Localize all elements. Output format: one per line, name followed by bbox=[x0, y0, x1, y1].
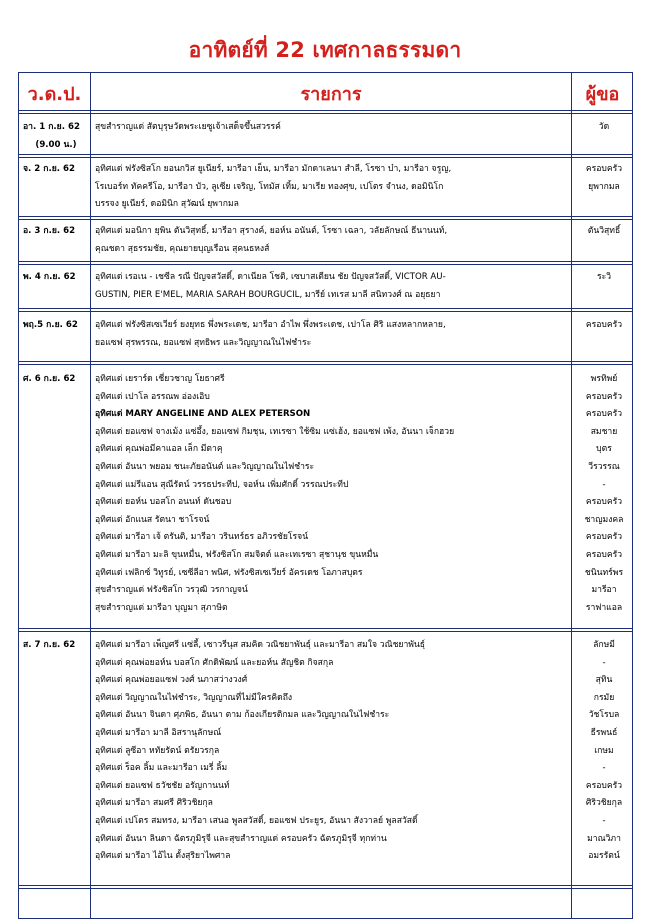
header-items: รายการ bbox=[300, 84, 362, 105]
items-cell bbox=[95, 223, 569, 258]
list-item: ยอแซฟ สุรพรรณ, ยอแซฟ สุทธิพร และวิญญาณในไฟชำระ bbox=[95, 337, 312, 348]
requester-name: - bbox=[602, 657, 606, 668]
list-item: อุทิศแด่ มารีอา มะลิ ขุนหมื่น, ฟรังซิสโก สมจิตต์ และเทเรซา สุชานุช ขุนหมื่น bbox=[95, 549, 379, 560]
date-text: อา. 1 ก.ย. 62 bbox=[23, 122, 80, 132]
list-item: สุขสำราญแด่ สัตบุรุษวัดพระเยซูเจ้าเสด็จขึ้นสวรรค์ bbox=[95, 122, 281, 132]
requester-name: บุตร bbox=[596, 444, 612, 455]
requester-cell bbox=[575, 161, 633, 196]
requester-name: ระวิ bbox=[596, 272, 612, 282]
requester-name: ลักษมี bbox=[593, 640, 615, 650]
row-divider bbox=[19, 308, 632, 309]
list-item: อุทิศแด่ ฟรังซิสโก ยอนกวิส ยูเนียร์, มารีอา เย็น, มารีอา มักดาเลนา สำลี, โรซา บ๋า, มารีอา จรูญ, bbox=[95, 164, 452, 174]
list-item: อุทิศแด่ อันนา จินดา ศุภพิธ, อันนา ตาม ก้องเกียรติกมล และวิญญาณในไฟชำระ bbox=[95, 710, 390, 721]
list-item: อุทิศแด่ คุณพ่อยอแซฟ วงศ์ นภาสว่างวงศ์ bbox=[95, 675, 248, 686]
items-cell bbox=[95, 269, 569, 304]
date-time: (9.00 น.) bbox=[35, 139, 77, 150]
requester-name: ครอบครัว bbox=[585, 391, 623, 402]
items-cell bbox=[95, 637, 569, 866]
requester-name: ครอบครัว bbox=[585, 549, 623, 560]
list-item: อุทิศแด่ แม่รีแอน สุณีรัตน์ วรรธประทีป, จอห์น เพิ่มศักดิ์ วรรณประทีป bbox=[95, 479, 349, 490]
list-item: อุทิศแด่ อักแนส รัตนา ชาโรจน์ bbox=[95, 514, 210, 525]
row-divider bbox=[19, 311, 632, 312]
date-cell: พฤ.5 ก.ย. 62 bbox=[23, 320, 78, 330]
list-item: อุทิศแด่ มารีอา ไอ้ไน ตั้งสุริยาไพศาล bbox=[95, 851, 231, 862]
items-cell bbox=[95, 371, 569, 617]
column-divider bbox=[90, 73, 91, 918]
items-cell bbox=[95, 317, 569, 352]
header-date: ว.ด.ป. bbox=[27, 84, 82, 105]
list-item: อุทิศแด่ อันนา พยอม ชนะภัยอนันต์ และวิญญาณในไฟชำระ bbox=[95, 461, 315, 472]
requester-cell bbox=[575, 119, 633, 137]
requester-name: เกษม bbox=[594, 745, 614, 756]
requester-name: วัด bbox=[598, 122, 610, 132]
requester-name: อมรรัตน์ bbox=[588, 851, 620, 862]
requester-name: ครอบครัว bbox=[585, 409, 623, 420]
row-divider bbox=[19, 157, 632, 158]
requester-name: มารีอา bbox=[591, 585, 617, 596]
row-divider bbox=[19, 631, 632, 632]
row-divider bbox=[19, 264, 632, 265]
list-item: อุทิศแด่ คุณพ่อยอห์น บอสโก ศักดิพัฒน์ และยอห์น สัญชิต กิจสกุล bbox=[95, 657, 334, 668]
list-item: อุทิศแด่ ยอแซฟ ธวัชชัย อรัญกานนท์ bbox=[95, 780, 230, 791]
row-divider bbox=[19, 628, 632, 629]
list-item: อุทิศแด่ ร็อค ลิ้ม และมารีอา เมรี่ ลิ้ม bbox=[95, 763, 228, 774]
requester-name: วัชโรบล bbox=[588, 710, 620, 721]
list-item: อุทิศแด่ วิญญาณในไฟชำระ, วิญญาณที่ไม่มีใครคิดถึง bbox=[95, 692, 293, 703]
items-cell bbox=[95, 119, 569, 137]
requester-name: ชนินทร์พร bbox=[584, 567, 624, 578]
list-item: อุทิศแด่ ลูซีอา หทัยรัตน์ ตรัยวรกุล bbox=[95, 745, 220, 756]
header-requester: ผู้ขอ bbox=[585, 84, 620, 105]
list-item: อุทิศแด่ เฟลิกซ์ วิทูรย์, เซซีลีอา พนิศ, ฟรังซิสเซเวียร์ อัครเดช โอภาสบุตร bbox=[95, 567, 363, 578]
requester-name: - bbox=[602, 815, 606, 826]
list-item: GUSTIN, PIER E'MEL, MARIA SARAH BOURGUCIL, มารีย์ เทเรส มาลี สนิทวงศ์ ณ อยุธยา bbox=[95, 289, 441, 300]
requester-cell bbox=[575, 637, 633, 866]
requester-name: ศิริวชิยกุล bbox=[585, 798, 623, 809]
requester-name: ครอบครัว bbox=[585, 320, 623, 330]
list-item: อุทิศแด่ คุณพ่อมีคาแอล เล็ก มีตาคุ bbox=[95, 444, 223, 455]
row-divider bbox=[19, 888, 632, 889]
list-item: อุทิศแด่ เรอเน - เชซีล รณี ปัญจสวัสดิ์, ดาเนียล โชติ, เซบาสเตียน ชัย ปัญจสวัสดิ์, VICTOR AU- bbox=[95, 272, 446, 282]
mass-intentions-table bbox=[18, 72, 633, 919]
list-item: โรเบอร์ท ทัคครีโอ, มารีอา บัว, ลูเซีย เจริญ, โทมัส เทิ้ม, มาเรีย ทองศุข, เปโตร จำนง, ดอมินิโก bbox=[95, 181, 444, 192]
requester-name: ชาญมงคล bbox=[584, 514, 624, 525]
list-item: อุทิศแด่ มอนิกา ยุพิน ตันวิสุทธิ์, มารีอา สุรางค์, ยอห์น อนันต์, โรซา เฉลา, วลัยลักษณ์ ธีนานนท์, bbox=[95, 226, 448, 236]
row-divider bbox=[19, 219, 632, 220]
date-cell: พ. 4 ก.ย. 62 bbox=[23, 272, 76, 282]
requester-name: วีรวรรณ bbox=[588, 461, 620, 472]
list-item: สุขสำราญแด่ ฟรังซิสโก วรวุฒิ วรกาญจน์ bbox=[95, 585, 248, 596]
requester-name: ครอบครัว bbox=[585, 780, 623, 791]
page-title: อาทิตย์ที่ 22 เทศกาลธรรมดา bbox=[188, 38, 462, 62]
date-cell: ศ. 6 ก.ย. 62 bbox=[23, 374, 76, 384]
row-divider bbox=[19, 885, 632, 886]
row-divider bbox=[19, 113, 632, 114]
requester-name: มาณวิภา bbox=[587, 833, 621, 844]
list-item: อุทิศแด่ ฟรังซิสเซเวียร์ ยงยุทธ พึ่งพระเดช, มารีอา อำไพ พึ่งพระเดช, เปาโล ศิริ แสงหลากหลาย, bbox=[95, 320, 446, 330]
list-item: อุทิศแด่ เปาโล อรรณพ อ่องเอิบ bbox=[95, 391, 210, 402]
list-item: อุทิศแด่ ยอห์น บอสโก อนนท์ ดันชอบ bbox=[95, 497, 232, 508]
column-divider bbox=[571, 73, 572, 918]
row-divider bbox=[19, 261, 632, 262]
list-item: อุทิศแด่ มารีอา เจ้ ตรันติ, มารีอา วรินทร์ธร อภิวรชัยโรจน์ bbox=[95, 532, 309, 543]
row-divider bbox=[19, 154, 632, 155]
row-divider bbox=[19, 110, 632, 111]
date-cell: ส. 7 ก.ย. 62 bbox=[23, 640, 76, 650]
list-item: บรรจง ยูเนียร์, ดอมินิก สุวัฒน์ ยุพากมล bbox=[95, 199, 239, 210]
requester-name: ธีรพนธ์ bbox=[590, 727, 618, 738]
requester-name: ครอบครัว bbox=[585, 497, 623, 508]
items-cell bbox=[95, 161, 569, 214]
list-item: อุทิศแด่ อันนา ลินดา ฉัตรภูมิรุจี และสุขสำราญแด่ ครอบครัว ฉัตรภูมิรุจี ทุกท่าน bbox=[95, 833, 387, 844]
date-cell: จ. 2 ก.ย. 62 bbox=[23, 164, 75, 174]
requester-cell bbox=[575, 371, 633, 617]
requester-name: ครอบครัว bbox=[585, 532, 623, 543]
requester-name: ราฟาแอล bbox=[585, 602, 623, 613]
requester-name: สมชาย bbox=[590, 426, 618, 437]
requester-name: ยุพากมล bbox=[588, 181, 620, 192]
requester-name: กรมัย bbox=[593, 692, 615, 703]
row-divider bbox=[19, 361, 632, 362]
list-item: สุขสำราญแด่ มารีอา บุญมา สุภาษิต bbox=[95, 602, 228, 613]
list-item: อุทิศแด่ มารีอา เพ็ญศรี แซ่ลี้, เซาวรีนุส สมคิด วณิชยาพันธุ์ และมารีอา สมใจ วณิชยาพันธุ์ bbox=[95, 640, 426, 650]
list-item: อุทิศแด่ เยราร์ด เชี่ยวชาญ โยธาศรี bbox=[95, 374, 225, 384]
date-cell bbox=[23, 119, 89, 154]
requester-name: ครอบครัว bbox=[585, 164, 623, 174]
requester-name: ตันวิสุทธิ์ bbox=[587, 226, 621, 236]
requester-name: สุทิน bbox=[595, 675, 613, 686]
list-item: อุทิศแด่ เปโตร สมทรง, มารีอา เสนอ พูลสวัสดิ์, ยอแซฟ ประยูร, อันนา สังวาลย์ พูลสวัสดิ์ bbox=[95, 815, 418, 826]
requester-cell bbox=[575, 269, 633, 287]
row-divider bbox=[19, 364, 632, 365]
list-item: คุณชดา สุธรรมชัย, คุณยายบุญเรือน สุคนธหงส์ bbox=[95, 243, 270, 254]
row-divider bbox=[19, 216, 632, 217]
list-item: อุทิศแด่ ยอแซฟ จางเม้ง แซ่อึ้ง, ยอแซฟ กิมชุน, เทเรซา ใช้ซิม แซ่เฮ้ง, ยอแซฟ เพ้ง, อันนา เจ็กฮวย bbox=[95, 426, 455, 437]
date-cell: อ. 3 ก.ย. 62 bbox=[23, 226, 76, 236]
list-item: อุทิศแด่ มารีอา มาลี อิสรานุลักษณ์ bbox=[95, 727, 222, 738]
list-item: อุทิศแด่ MARY ANGELINE AND ALEX PETERSON bbox=[95, 409, 311, 420]
requester-name: - bbox=[602, 479, 606, 490]
requester-cell bbox=[575, 223, 633, 241]
requester-cell bbox=[575, 317, 633, 335]
list-item: อุทิศแด่ มารีอา สมศรี ศิริวชิยกุล bbox=[95, 798, 213, 809]
requester-name: พรทิพย์ bbox=[590, 374, 618, 384]
requester-name: - bbox=[602, 763, 606, 774]
